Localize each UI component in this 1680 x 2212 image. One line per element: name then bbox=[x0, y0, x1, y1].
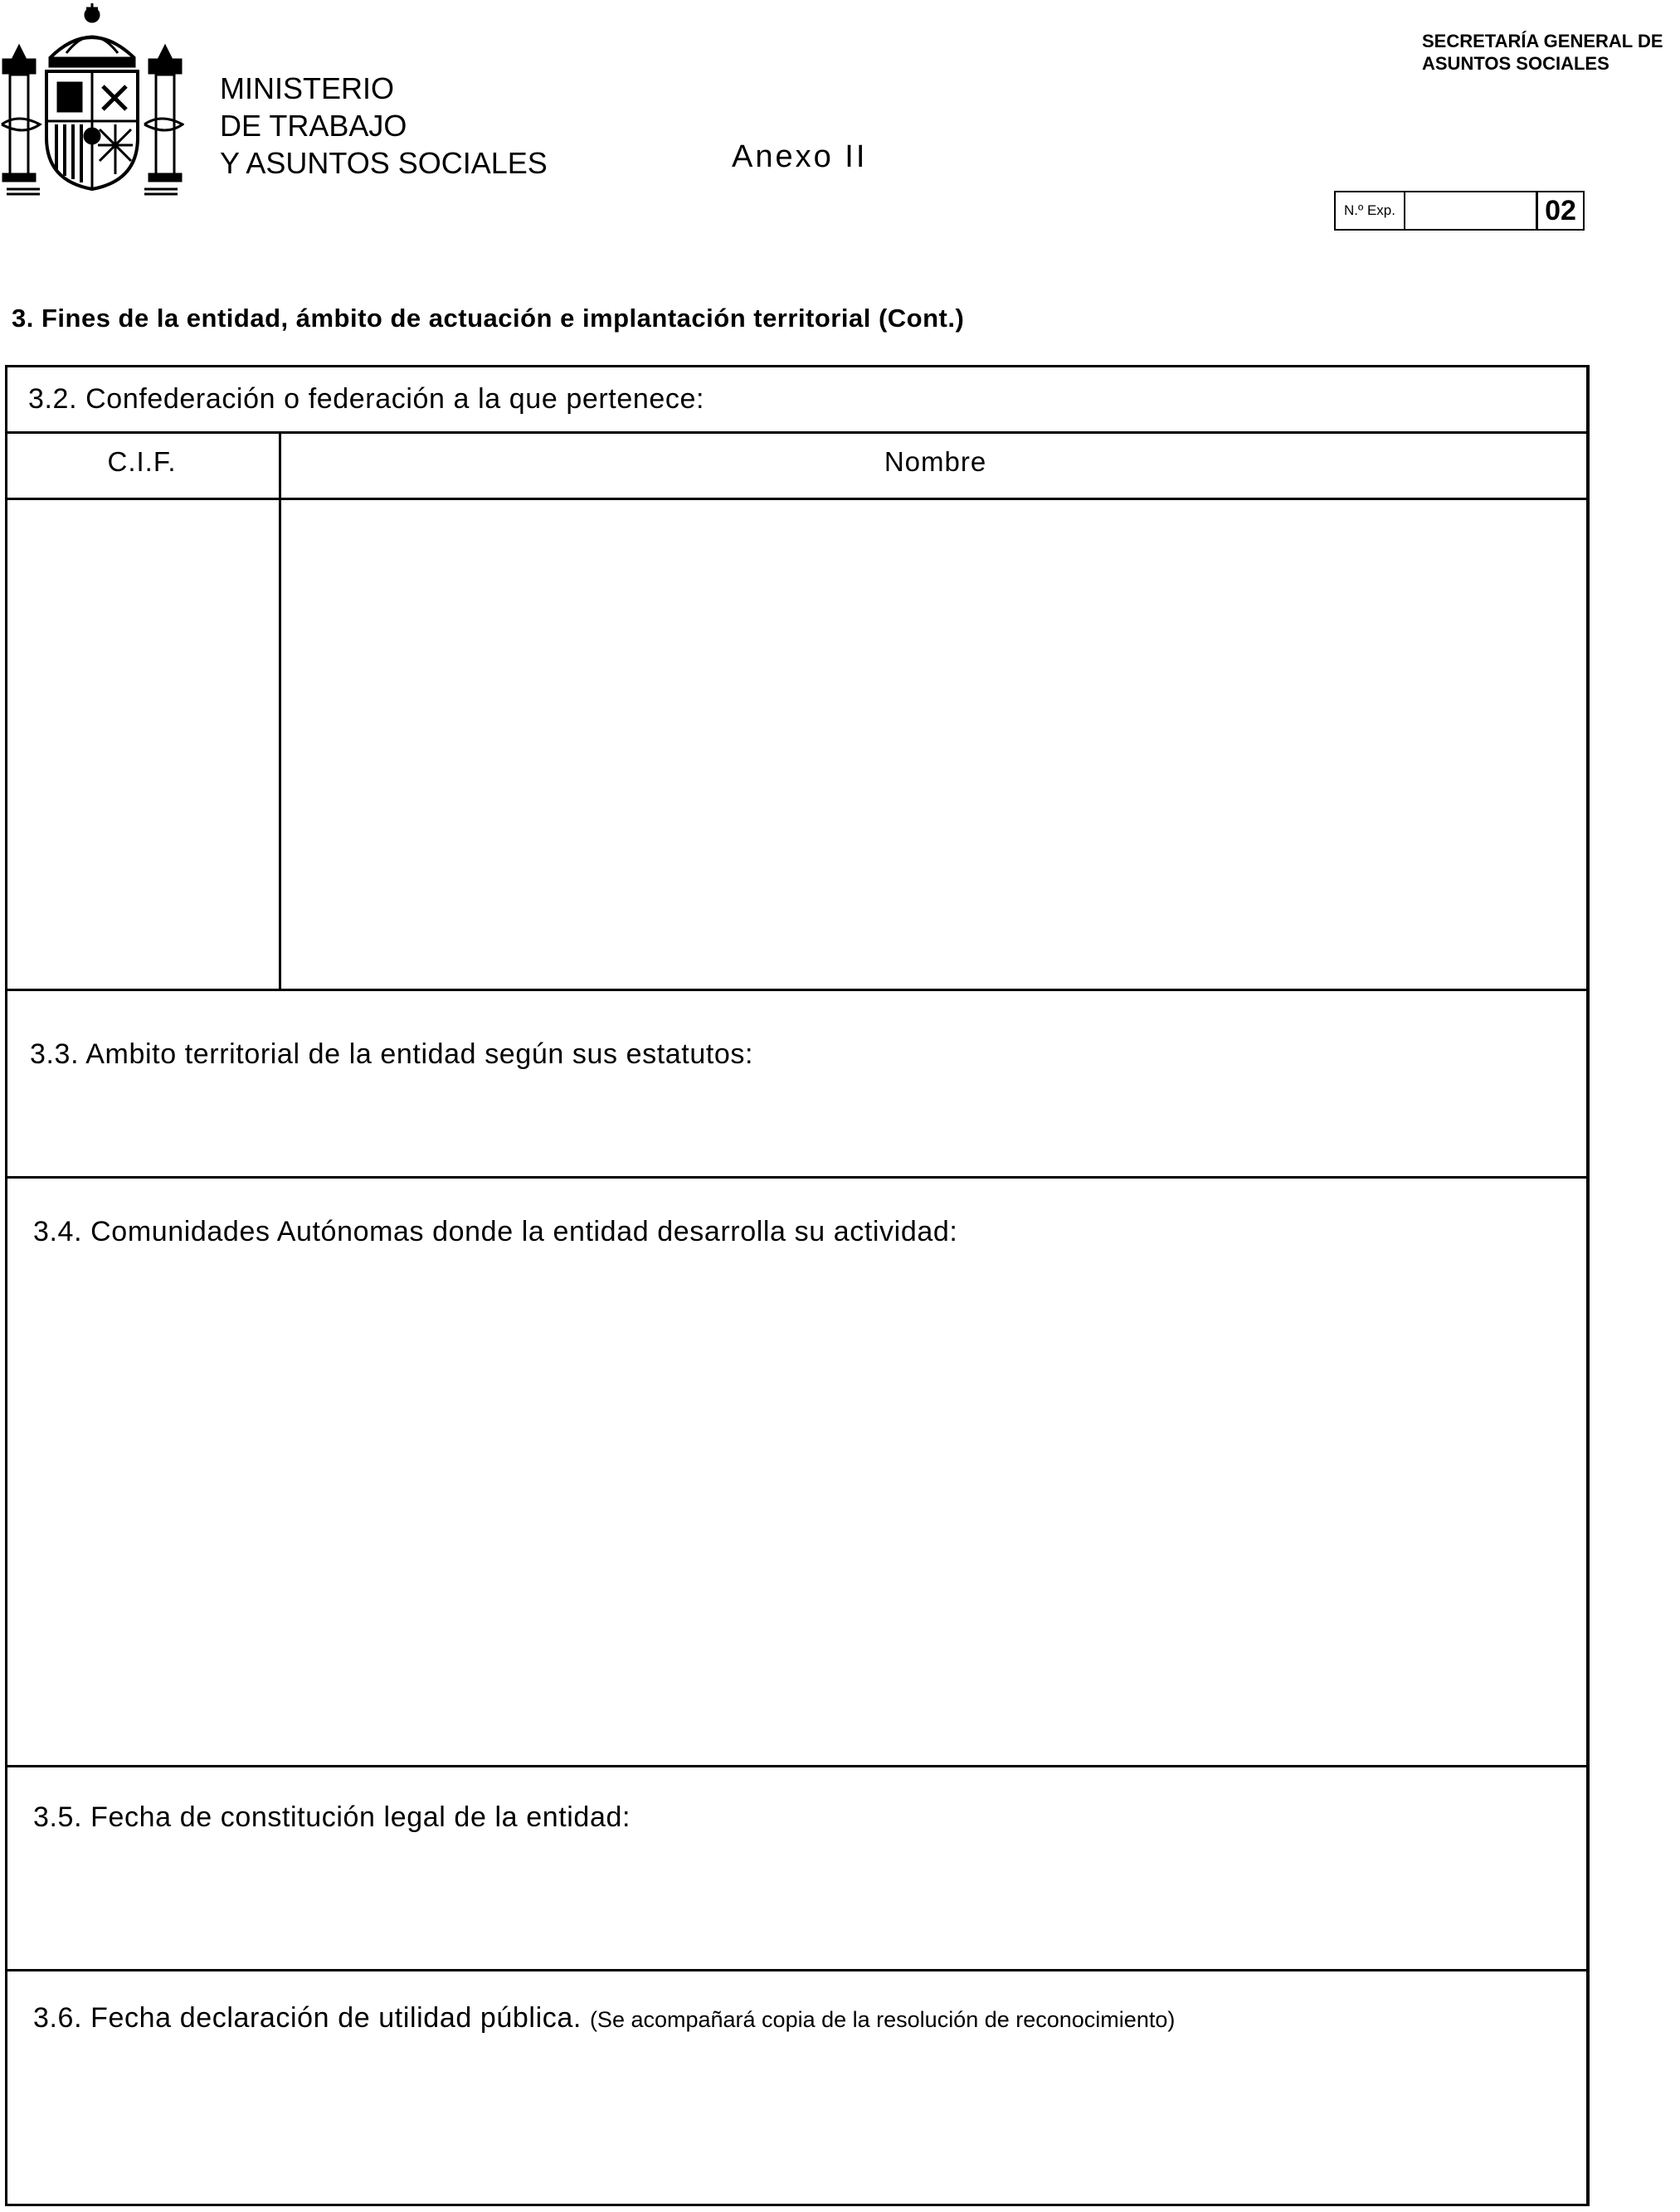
fecha-constitucion-field[interactable] bbox=[7, 1841, 1584, 1966]
section-3-5-label: 3.5. Fecha de constitución legal de la entidad: bbox=[33, 1801, 631, 1833]
expediente-box bbox=[1334, 191, 1585, 231]
divider bbox=[5, 1969, 1590, 1971]
section-3-2-label: 3.2. Confederación o federación a la que pertenece: bbox=[28, 383, 705, 415]
column-header-nombre: Nombre bbox=[884, 446, 987, 477]
section-3-6-note: (Se acompañará copia de la resolución de reconocimiento) bbox=[589, 2007, 1176, 2032]
secretaria-line-1: SECRETARÍA GENERAL DE bbox=[1422, 31, 1663, 51]
annex-title: Anexo II bbox=[732, 139, 868, 174]
divider bbox=[5, 989, 1590, 991]
ministry-name bbox=[220, 70, 568, 182]
section-3-3-label: 3.3. Ambito territorial de la entidad según sus estatutos: bbox=[30, 1038, 754, 1070]
ministry-line-1: MINISTERIO bbox=[220, 71, 395, 105]
section-title: 3. Fines de la entidad, ámbito de actuación e implantación territorial (Cont.) bbox=[12, 304, 965, 333]
ministry-line-3: Y ASUNTOS SOCIALES bbox=[220, 146, 548, 180]
ministry-line-2: DE TRABAJO bbox=[220, 109, 407, 143]
divider bbox=[5, 431, 1590, 434]
divider bbox=[5, 1176, 1590, 1179]
section-3-4-label: 3.4. Comunidades Autónomas donde la entidad desarrolla su actividad: bbox=[33, 1216, 958, 1247]
nombre-field[interactable] bbox=[282, 501, 1586, 989]
secretaria-heading bbox=[1422, 30, 1680, 75]
divider bbox=[5, 1765, 1590, 1767]
comunidades-autonomas-field[interactable] bbox=[7, 1256, 1584, 1762]
divider bbox=[5, 498, 1590, 500]
coat-of-arms-icon bbox=[0, 0, 184, 199]
secretaria-line-2: ASUNTOS SOCIALES bbox=[1422, 53, 1609, 74]
column-divider bbox=[279, 433, 281, 990]
section-3-6-title: 3.6. Fecha declaración de utilidad pública. bbox=[33, 2002, 582, 2034]
section-3-6-label bbox=[33, 2002, 1175, 2035]
expediente-label: N.º Exp. bbox=[1336, 192, 1405, 229]
fecha-utilidad-publica-field[interactable] bbox=[7, 2042, 1584, 2200]
cif-field[interactable] bbox=[7, 501, 278, 989]
expediente-number-field[interactable] bbox=[1405, 192, 1536, 229]
ambito-territorial-field[interactable] bbox=[7, 1078, 1584, 1174]
column-header-cif: C.I.F. bbox=[107, 446, 177, 477]
expediente-code: 02 bbox=[1536, 192, 1583, 229]
